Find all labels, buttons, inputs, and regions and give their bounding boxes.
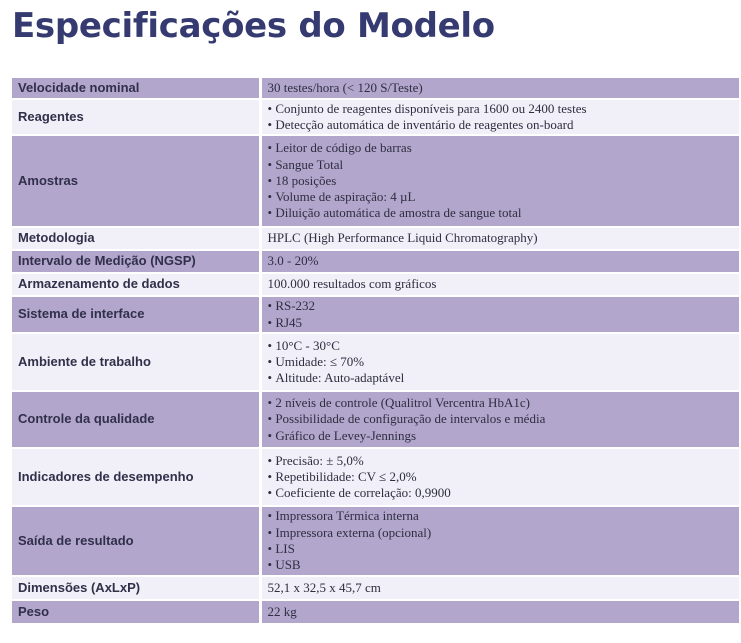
- spec-label: Ambiente de trabalho: [12, 333, 260, 391]
- list-item: • LIS: [268, 541, 734, 557]
- spec-label: Controle da qualidade: [12, 391, 260, 448]
- page-title: Especificações do Modelo: [12, 6, 495, 46]
- table-row: [12, 296, 739, 333]
- spec-value: [260, 135, 739, 227]
- list-item: • Sangue Total: [268, 157, 734, 173]
- table-row: [12, 99, 739, 135]
- list-item: • Precisão: ± 5,0%: [268, 453, 734, 469]
- spec-label: Intervalo de Medição (NGSP): [12, 250, 260, 273]
- spec-label: Saída de resultado: [12, 506, 260, 576]
- table-row: [12, 333, 739, 391]
- list-item: • Impressora externa (opcional): [268, 525, 734, 541]
- list-item: • Volume de aspiração: 4 µL: [268, 189, 734, 205]
- spec-value: [260, 506, 739, 576]
- list-item: • USB: [268, 557, 734, 573]
- spec-value: [260, 448, 739, 506]
- table-row: [12, 227, 739, 250]
- list-item: • RS-232: [268, 298, 734, 314]
- spec-label: Reagentes: [12, 99, 260, 135]
- table-row: [12, 273, 739, 296]
- spec-label: Dimensões (AxLxP): [12, 576, 260, 600]
- table-row: [12, 77, 739, 99]
- spec-label: Amostras: [12, 135, 260, 227]
- spec-label: Metodologia: [12, 227, 260, 250]
- list-item: • 10°C - 30°C: [268, 338, 734, 354]
- list-item: • Altitude: Auto-adaptável: [268, 370, 734, 386]
- spec-value: 52,1 x 32,5 x 45,7 cm: [260, 576, 739, 600]
- spec-label: Peso: [12, 600, 260, 623]
- table-row: [12, 576, 739, 600]
- spec-value: HPLC (High Performance Liquid Chromatography): [260, 227, 739, 250]
- list-item: • Conjunto de reagentes disponíveis para 1600 ou 2400 testes: [268, 101, 734, 117]
- list-item: • Umidade: ≤ 70%: [268, 354, 734, 370]
- table-row: [12, 506, 739, 576]
- specifications-table: [12, 76, 739, 623]
- list-item: • Possibilidade de configuração de intervalos e média: [268, 411, 734, 427]
- table-row: [12, 135, 739, 227]
- list-item: • Coeficiente de correlação: 0,9900: [268, 485, 734, 501]
- spec-label: Indicadores de desempenho: [12, 448, 260, 506]
- list-item: • Impressora Térmica interna: [268, 508, 734, 524]
- list-item: • Gráfico de Levey-Jennings: [268, 428, 734, 444]
- list-item: • Detecção automática de inventário de reagentes on-board: [268, 117, 734, 133]
- spec-value: 30 testes/hora (< 120 S/Teste): [260, 77, 739, 99]
- list-item: • Diluição automática de amostra de sangue total: [268, 205, 734, 221]
- spec-value: 100.000 resultados com gráficos: [260, 273, 739, 296]
- list-item: • 2 níveis de controle (Qualitrol Vercentra HbA1c): [268, 395, 734, 411]
- spec-value: [260, 99, 739, 135]
- table-row: [12, 600, 739, 623]
- spec-value: 3.0 - 20%: [260, 250, 739, 273]
- spec-value: [260, 296, 739, 333]
- table-row: [12, 391, 739, 448]
- list-item: • Leitor de código de barras: [268, 140, 734, 156]
- spec-value: [260, 391, 739, 448]
- spec-value: [260, 333, 739, 391]
- spec-label: Armazenamento de dados: [12, 273, 260, 296]
- spec-label: Velocidade nominal: [12, 77, 260, 99]
- spec-value: 22 kg: [260, 600, 739, 623]
- list-item: • 18 posições: [268, 173, 734, 189]
- table-row: [12, 250, 739, 273]
- list-item: • Repetibilidade: CV ≤ 2,0%: [268, 469, 734, 485]
- list-item: • RJ45: [268, 315, 734, 331]
- table-row: [12, 448, 739, 506]
- spec-label: Sistema de interface: [12, 296, 260, 333]
